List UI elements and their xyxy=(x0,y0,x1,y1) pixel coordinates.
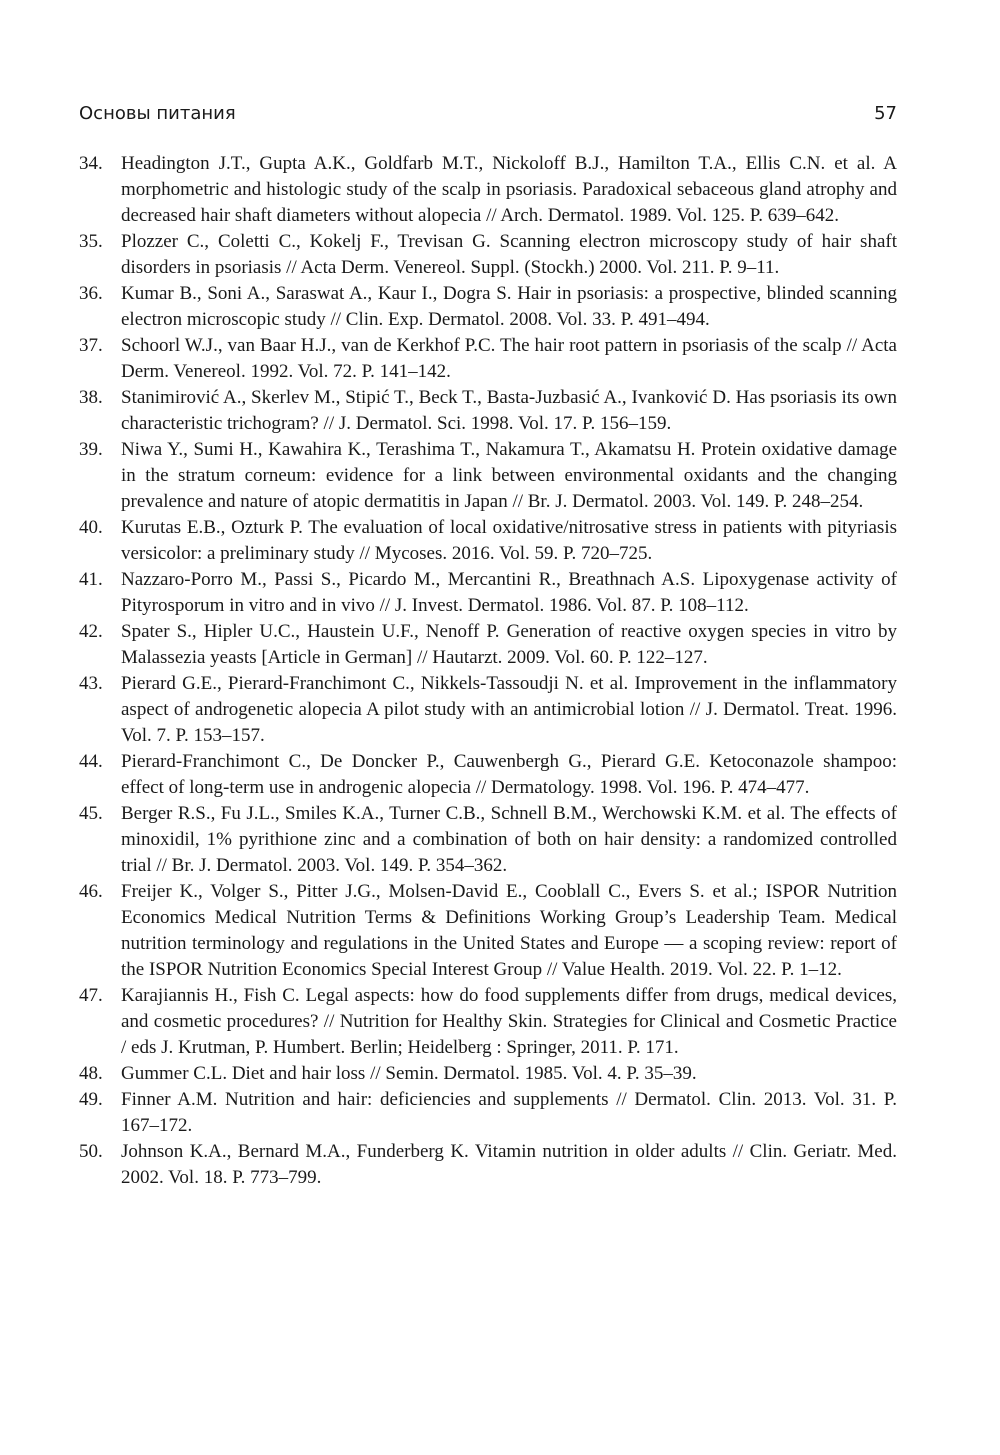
reference-item-36 xyxy=(79,281,897,333)
reference-item-40 xyxy=(79,515,897,567)
reference-text: Niwa Y., Sumi H., Kawahira K., Terashima T., Nakamura T., Akamatsu H. Protein oxidative damage in the stratum corneum: evidence for a link between environmental oxidants and the changing prevalence and nature of atopic dermatitis in Japan // Br. J. Dermatol. 2003. Vol. 149. P. 248–254. xyxy=(121,439,897,512)
reference-item-42 xyxy=(79,619,897,671)
reference-text: Pierard G.E., Pierard-Franchimont C., Nikkels-Tassoudji N. et al. Improvement in the inflammatory aspect of androgenetic alopecia A pilot study with an antimicrobial lotion // J. Dermatol. Treat. 1996. Vol. 7. P. 153–157. xyxy=(121,673,897,746)
reference-text: Karajiannis H., Fish C. Legal aspects: how do food supplements differ from drugs, medical devices, and cosmetic procedures? // Nutrition for Healthy Skin. Strategies for Clinical and Cosmetic Practice / eds J. Krutman, P. Humbert. Berlin; Heidelberg : Springer, 2011. P. 171. xyxy=(121,985,897,1058)
reference-number: 37. xyxy=(79,335,103,356)
running-title: Основы питания xyxy=(79,103,236,124)
reference-list xyxy=(79,151,897,1191)
reference-text: Headington J.T., Gupta A.K., Goldfarb M.T., Nickoloff B.J., Hamilton T.A., Ellis C.N. et al. A morphometric and histologic study of the scalp in psoriasis. Paradoxical sebaceous gland atrophy and decreased hair shaft diameters without alopecia // Arch. Dermatol. 1989. Vol. 125. P. 639–642. xyxy=(121,153,897,226)
reference-text: Kurutas E.B., Ozturk P. The evaluation of local oxidative/nitrosative stress in patients with pityriasis versicolor: a preliminary study // Mycoses. 2016. Vol. 59. P. 720–725. xyxy=(121,517,897,564)
reference-text: Johnson K.A., Bernard M.A., Funderberg K. Vitamin nutrition in older adults // Clin. Geriatr. Med. 2002. Vol. 18. P. 773–799. xyxy=(121,1141,897,1188)
reference-number: 48. xyxy=(79,1063,103,1084)
reference-number: 46. xyxy=(79,881,103,902)
reference-item-44 xyxy=(79,749,897,801)
page-number: 57 xyxy=(874,103,897,124)
reference-number: 38. xyxy=(79,387,103,408)
reference-item-45 xyxy=(79,801,897,879)
reference-text: Pierard-Franchimont C., De Doncker P., Cauwenbergh G., Pierard G.E. Ketoconazole shampoo: effect of long-term use in androgenic alopecia // Dermatology. 1998. Vol. 196. P. 474–477. xyxy=(121,751,897,798)
reference-item-35 xyxy=(79,229,897,281)
reference-item-46 xyxy=(79,879,897,983)
reference-text: Stanimirović A., Skerlev M., Stipić T., Beck T., Basta-Juzbasić A., Ivanković D. Has psoriasis its own characteristic trichogram? // J. Dermatol. Sci. 1998. Vol. 17. P. 156–159. xyxy=(121,387,897,434)
reference-number: 47. xyxy=(79,985,103,1006)
reference-text: Gummer C.L. Diet and hair loss // Semin. Dermatol. 1985. Vol. 4. P. 35–39. xyxy=(121,1063,697,1084)
reference-item-34 xyxy=(79,151,897,229)
reference-item-49 xyxy=(79,1087,897,1139)
reference-text: Spater S., Hipler U.C., Haustein U.F., Nenoff P. Generation of reactive oxygen species in vitro by Malassezia yeasts [Article in German] // Hautarzt. 2009. Vol. 60. P. 122–127. xyxy=(121,621,897,668)
reference-item-38 xyxy=(79,385,897,437)
reference-number: 34. xyxy=(79,153,103,174)
reference-item-50 xyxy=(79,1139,897,1191)
reference-text: Kumar B., Soni A., Saraswat A., Kaur I., Dogra S. Hair in psoriasis: a prospective, blinded scanning electron microscopic study // Clin. Exp. Dermatol. 2008. Vol. 33. P. 491–494. xyxy=(121,283,897,330)
reference-text: Berger R.S., Fu J.L., Smiles K.A., Turner C.B., Schnell B.M., Werchowski K.M. et al. The effects of minoxidil, 1% pyrithione zinc and a combination of both on hair density: a randomized controlled trial // Br. J. Dermatol. 2003. Vol. 149. P. 354–362. xyxy=(121,803,897,876)
reference-number: 43. xyxy=(79,673,103,694)
reference-number: 49. xyxy=(79,1089,103,1110)
reference-text: Freijer K., Volger S., Pitter J.G., Molsen-David E., Cooblall C., Evers S. et al.; ISPOR Nutrition Economics Medical Nutrition Terms & Definitions Working Group’s Leadership Team. Medical nutrition terminology and regulations in the United States and Europe — a scoping review: report of the ISPOR Nutrition Economics Special Interest Group // Value Health. 2019. Vol. 22. P. 1–12. xyxy=(121,881,897,980)
reference-text: Plozzer C., Coletti C., Kokelj F., Trevisan G. Scanning electron microscopy study of hair shaft disorders in psoriasis // Acta Derm. Venereol. Suppl. (Stockh.) 2000. Vol. 211. P. 9–11. xyxy=(121,231,897,278)
reference-text: Nazzaro-Porro M., Passi S., Picardo M., Mercantini R., Breathnach A.S. Lipoxygenase activity of Pityrosporum in vitro and in vivo // J. Invest. Dermatol. 1986. Vol. 87. P. 108–112. xyxy=(121,569,897,616)
reference-item-43 xyxy=(79,671,897,749)
reference-number: 39. xyxy=(79,439,103,460)
reference-text: Schoorl W.J., van Baar H.J., van de Kerkhof P.C. The hair root pattern in psoriasis of the scalp // Acta Derm. Venereol. 1992. Vol. 72. P. 141–142. xyxy=(121,335,897,382)
reference-number: 50. xyxy=(79,1141,103,1162)
reference-item-47 xyxy=(79,983,897,1061)
reference-number: 41. xyxy=(79,569,103,590)
reference-number: 44. xyxy=(79,751,103,772)
reference-item-39 xyxy=(79,437,897,515)
reference-item-48 xyxy=(79,1061,897,1087)
running-header xyxy=(79,103,897,133)
reference-text: Finner A.M. Nutrition and hair: deficiencies and supplements // Dermatol. Clin. 2013. Vol. 31. P. 167–172. xyxy=(121,1089,897,1136)
reference-item-41 xyxy=(79,567,897,619)
reference-number: 40. xyxy=(79,517,103,538)
reference-item-37 xyxy=(79,333,897,385)
reference-number: 35. xyxy=(79,231,103,252)
reference-number: 36. xyxy=(79,283,103,304)
reference-number: 42. xyxy=(79,621,103,642)
reference-number: 45. xyxy=(79,803,103,824)
